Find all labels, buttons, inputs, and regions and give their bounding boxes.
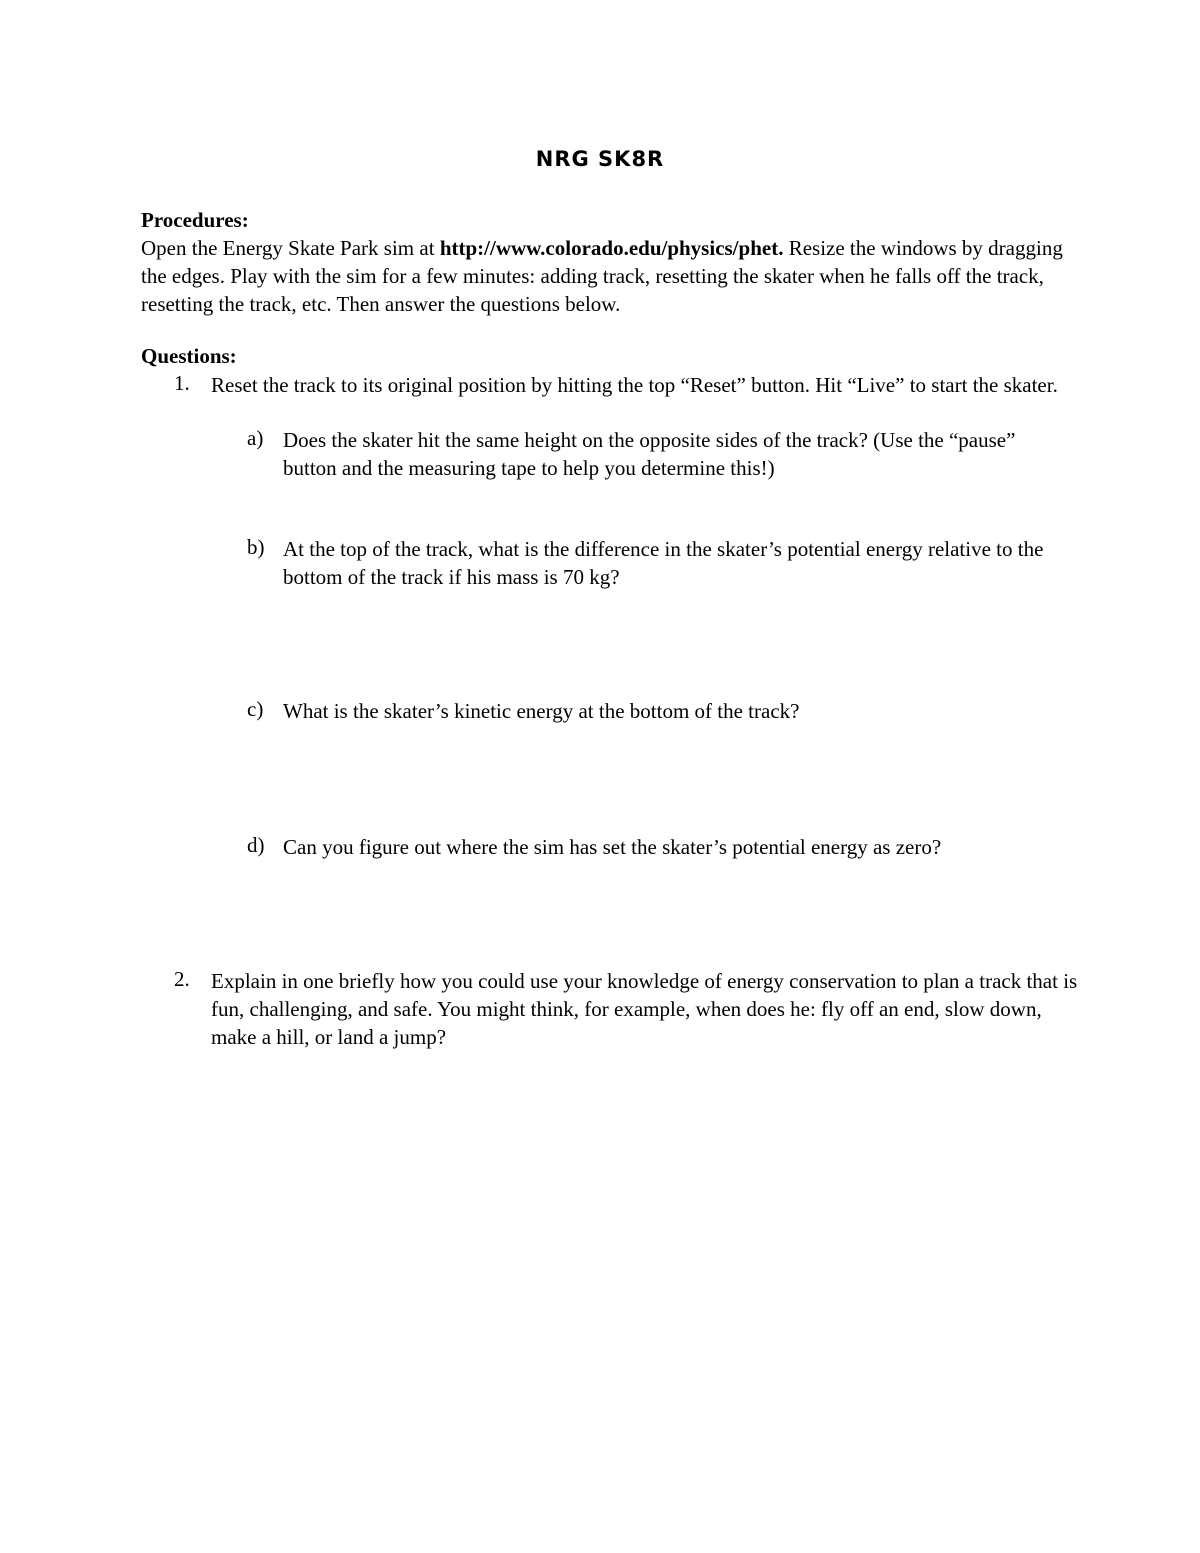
question-1d-text: Can you figure out where the sim has set the skater’s potential energy as zero?	[283, 835, 942, 859]
question-1b-letter: b)	[247, 535, 265, 559]
question-1-text: Reset the track to its original position by hitting the top “Reset” button. Hit “Live” to start the skater.	[211, 373, 1058, 397]
procedures-text-start: Open the Energy Skate Park sim at	[141, 236, 440, 260]
document-title: NRG SK8R	[535, 147, 665, 171]
question-2-number: 2.	[174, 967, 190, 991]
procedures-heading: Procedures:	[141, 208, 249, 232]
procedures-paragraph	[141, 234, 1081, 318]
sim-url-link[interactable]: http://www.colorado.edu/physics/phet.	[439, 236, 784, 260]
question-1-number: 1.	[174, 371, 190, 395]
question-1c-text: What is the skater’s kinetic energy at the bottom of the track?	[283, 699, 800, 723]
questions-heading: Questions:	[141, 344, 237, 368]
question-1d-letter: d)	[247, 833, 265, 857]
question-1a-letter: a)	[247, 426, 264, 450]
question-1c-letter: c)	[247, 697, 264, 721]
question-1a-text: Does the skater hit the same height on the opposite sides of the track? (Use the “pause” button and the measuring tape to help you determine this!)	[283, 428, 1016, 480]
question-1b-text: At the top of the track, what is the difference in the skater’s potential energy relative to the bottom of the track if his mass is 70 kg?	[283, 537, 1044, 589]
procedures-text-end: Resize the windows by dragging the edges. Play with the sim for a few minutes: adding track, resetting the skater when he falls off the track, resetting the track, etc. Then answer the questions below.	[141, 236, 1063, 316]
question-2-text: Explain in one briefly how you could use your knowledge of energy conservation to plan a track that is fun, challenging, and safe. You might think, for example, when does he: fly off an end, slow down, make a hill, or land a jump?	[211, 969, 1078, 1049]
